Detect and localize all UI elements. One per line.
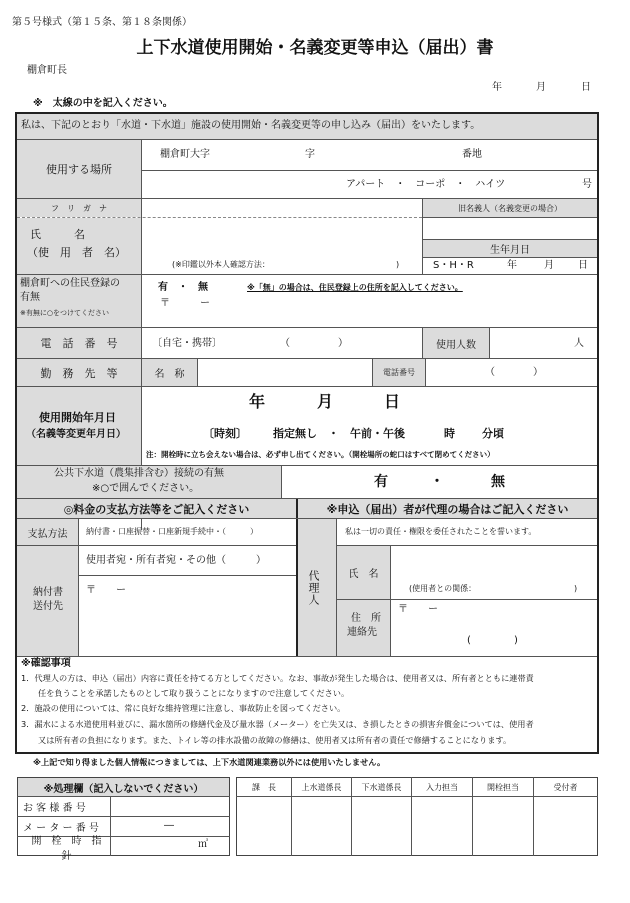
work-paren-close: ）	[533, 367, 543, 378]
sewer-label-line2: ※○で囲んでください。	[92, 483, 200, 494]
phone-type[interactable]: 〔自宅・携帯〕	[152, 338, 222, 349]
place-town: 棚倉町大字	[160, 149, 210, 160]
confirm-item3-line2: 又は所有者の負担になります。また、トイレ等の排水設備の故障の修繕は、使用者又は所有者の責任で修繕することになります。	[38, 735, 512, 745]
instruction: ※ 太線の中を記入ください。	[33, 98, 173, 109]
sewer-label-line1: 公共下水道（農集排含む）接続の有無	[54, 468, 224, 479]
start-month: 月	[317, 392, 334, 411]
date-day-label: 日	[581, 82, 591, 93]
method-value[interactable]: 納付書・口座振替・口座新規手続中・（ ）	[86, 527, 258, 536]
office-header: ※処理欄（記入しないでください）	[18, 778, 229, 796]
addressee: 棚倉町長	[27, 65, 67, 76]
office-row-reading: 開 栓 時 指 針	[31, 835, 112, 862]
start-time-options[interactable]: 指定無し ・ 午前・午後	[273, 427, 405, 440]
residence-label-line1: 棚倉町への住民登録の	[20, 278, 120, 289]
agent-label: 代理人	[307, 570, 320, 606]
privacy-note: ※上記で知り得ました個人情報につきましては、上下水道関連業務以外には使用いたしません。	[33, 757, 386, 767]
residence-options[interactable]: 有 ・ 無	[158, 282, 208, 293]
confirm-item1-line2: 任を負うことを承諾したものとして取り扱うことになりますので注意してください。	[38, 688, 350, 698]
place-apartment: アパート ・ コーポ ・ ハイツ	[346, 179, 506, 190]
dest-label-line1: 納付書	[33, 587, 63, 598]
furigana-label: フ リ ガ ナ	[17, 199, 141, 217]
phone-label: 電 話 番 号	[17, 328, 141, 358]
start-year: 年	[249, 392, 266, 411]
old-name-label: 旧名義人（名義変更の場合）	[423, 199, 597, 217]
office-row-meter: メ ー タ ー 番 号	[23, 823, 99, 834]
date-month-label: 月	[536, 82, 546, 93]
stamp-opening: 開栓担当	[487, 782, 519, 792]
dob-label: 生年月日	[423, 240, 597, 257]
confirm-item1-line1: 1．代理人の方は、申込（届出）内容に責任を持てる方としてください。なお、事故が発生した場合は、使用者又は、所有者とともに連帯責	[21, 673, 534, 683]
start-label-line1: 使用開始年月日	[39, 411, 116, 424]
name-label-line1: 氏 名	[30, 228, 85, 241]
name-label-line2: （使 用 者 名）	[27, 246, 126, 259]
dest-postal: 〒 ー	[86, 585, 126, 596]
dob-era: S・H・R	[433, 260, 474, 271]
declaration-text: 私は、下記のとおり「水道・下水道」施設の使用開始・名義変更等の申し込み（届出）をいたします。	[21, 120, 481, 131]
work-label: 勤 務 先 等	[17, 359, 141, 386]
id-note: (※印鑑以外本人確認方法：	[172, 260, 270, 269]
residence-label-line2: 有無	[20, 292, 40, 303]
confirm-header: ※確認事項	[21, 658, 71, 669]
start-label-cell	[17, 387, 141, 465]
dob-month: 月	[544, 260, 554, 271]
confirm-item2: 2．施設の使用については、常に良好な維持管理に注意し、事故防止を図ってください。	[21, 703, 346, 713]
agent-address-label-line2: 連絡先	[347, 627, 377, 638]
sewer-no[interactable]: 無	[491, 474, 505, 490]
sewer-yes[interactable]: 有	[374, 474, 388, 490]
agent-paren-close: )	[514, 635, 518, 646]
work-name-label: 名 称	[142, 359, 197, 386]
residence-instruction: ※「無」の場合は、住民登録上の住所を記入してください。	[247, 283, 463, 292]
agent-address-label-line1: 住 所	[351, 613, 381, 624]
dest-label-line2: 送付先	[33, 601, 63, 612]
start-time-label: 〔時刻〕	[203, 427, 247, 440]
payment-header: ◎料金の支払方法等をご記入ください	[17, 499, 296, 518]
users-label: 使用人数	[423, 328, 489, 358]
place-aza: 字	[305, 149, 315, 160]
sewer-dot: ・	[430, 474, 444, 490]
users-unit: 人	[574, 338, 584, 349]
stamp-sewer-chief: 下水道係長	[361, 782, 402, 792]
agent-name-label: 氏 名	[337, 546, 390, 599]
form-number: 第５号様式（第１５条、第１８条関係）	[12, 17, 192, 28]
start-day: 日	[384, 392, 401, 411]
residence-note: ※有無に○をつけてください	[20, 309, 109, 317]
work-phone-label: 電話番号	[373, 359, 425, 386]
agent-declaration: 私は一切の責任・権限を委任されたことを誓います。	[345, 527, 537, 536]
meter-dash: ―	[164, 820, 174, 831]
dob-year: 年	[507, 260, 517, 271]
stamp-water-chief: 上水道係長	[301, 782, 342, 792]
place-banchi: 番地	[462, 149, 482, 160]
stamp-manager: 課 長	[252, 782, 276, 792]
dob-day: 日	[578, 260, 588, 271]
place-label: 使用する場所	[17, 140, 141, 198]
method-label: 支払方法	[17, 519, 78, 545]
agent-header: ※申込（届出）者が代理の場合はご記入ください	[298, 499, 597, 518]
phone-paren-close: ）	[338, 338, 348, 349]
dest-value[interactable]: 使用者宛・所有者宛・その他（ ）	[86, 555, 266, 566]
start-minute: 分頃	[482, 427, 504, 440]
residence-postal: 〒 ー	[160, 298, 210, 309]
reading-unit: ㎥	[198, 839, 208, 850]
agent-relation: (使用者との関係：	[409, 584, 477, 593]
start-label-line2: （名義等変更年月日）	[26, 429, 126, 440]
stamp-input: 入力担当	[426, 782, 458, 792]
office-row-customer: お 客 様 番 号	[23, 803, 86, 814]
page-title: 上下水道使用開始・名義変更等申込（届出）書	[136, 38, 494, 58]
agent-postal: 〒 ー	[398, 604, 438, 615]
phone-paren-open: （	[280, 338, 290, 349]
confirm-item3-line1: 3．漏水による水道使用料並びに、漏水箇所の修繕代金及び量水器（メーター）を亡失又は、き損したときの損害弁償金については、使用者	[21, 719, 534, 729]
place-room: 号	[582, 179, 592, 190]
work-paren-open: （	[485, 367, 495, 378]
agent-paren-open: (	[467, 635, 471, 646]
id-note-close: )	[396, 260, 400, 269]
stamp-reception: 受付者	[553, 782, 578, 792]
start-hour: 時	[444, 427, 455, 440]
agent-relation-close: )	[574, 584, 578, 593]
start-note: 注：開栓時に立ち会えない場合は、必ず申し出てください。（開栓場所の蛇口はすべて閉めてください）	[146, 450, 495, 459]
date-year-label: 年	[492, 82, 502, 93]
